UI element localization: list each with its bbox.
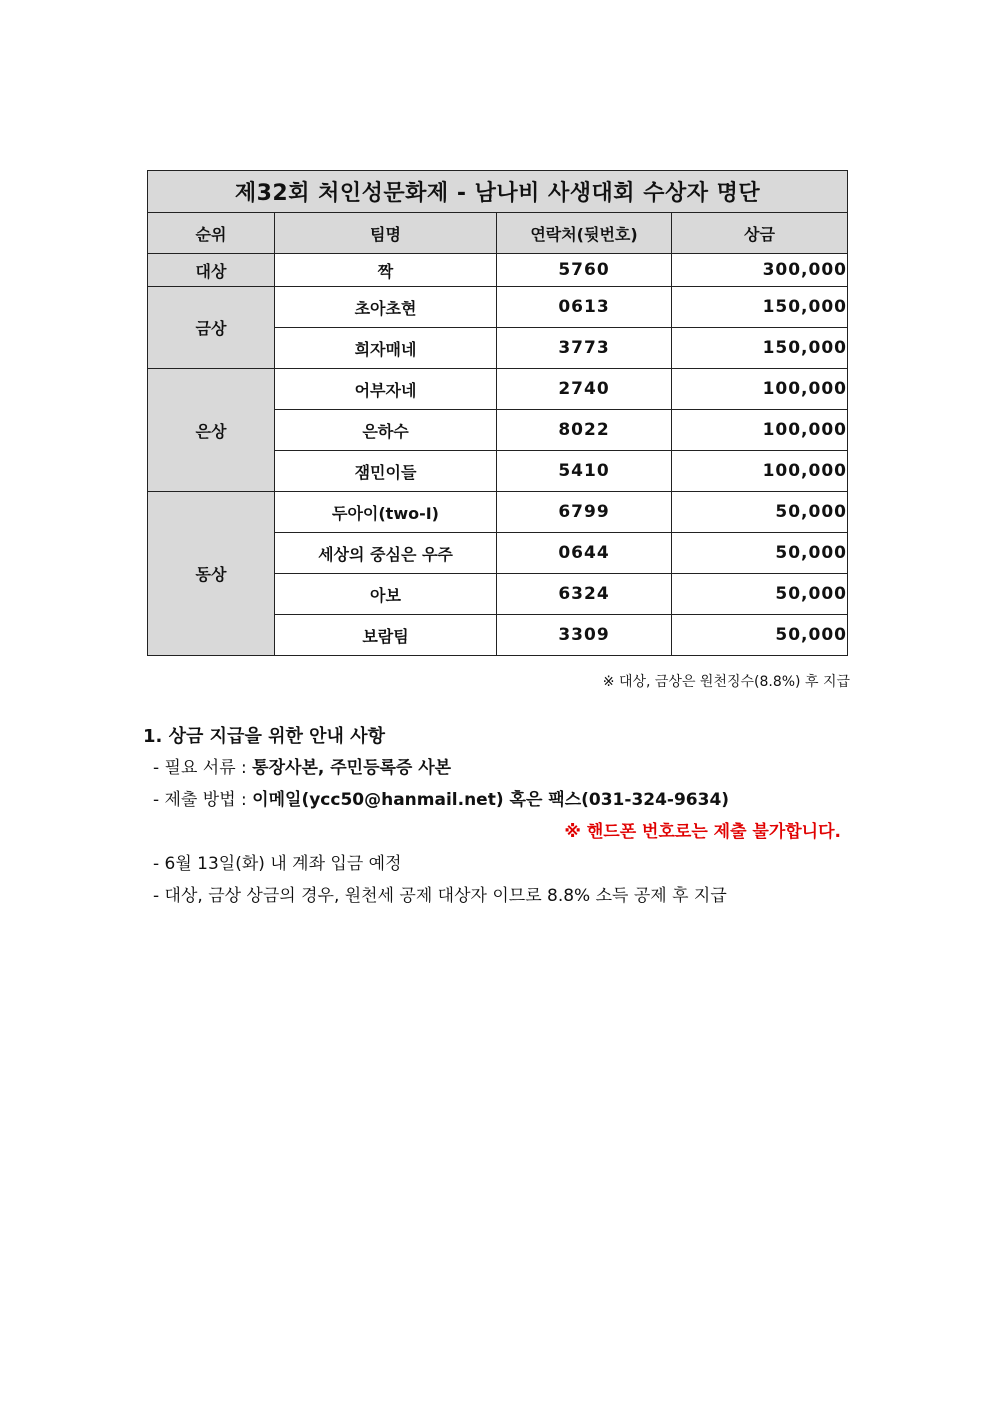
submission-method-line [143,784,863,816]
prize-amount: 150,000 [672,328,848,369]
phone-suffix: 6799 [497,492,672,533]
submission-value: 이메일(ycc50@hanmail.net) 혹은 팩스(031-324-9634) [252,790,730,810]
team-name: 어부자네 [275,369,497,410]
prize-amount: 50,000 [672,533,848,574]
phone-suffix: 6324 [497,574,672,615]
prize-amount: 50,000 [672,574,848,615]
payment-notice [143,722,863,912]
rank-silver: 은상 [148,369,275,492]
phone-suffix: 8022 [497,410,672,451]
tax-deduction-line: - 대상, 금상 상금의 경우, 원천세 공제 대상자 이므로 8.8% 소득 공제 후 지급 [153,886,727,906]
table-row [148,369,848,410]
team-name: 잼민이들 [275,451,497,492]
team-name: 은하수 [275,410,497,451]
phone-suffix: 5760 [497,254,672,287]
team-name: 희자매네 [275,328,497,369]
table-header-row [148,213,848,254]
team-name: 두아이(two-I) [275,492,497,533]
prize-amount: 150,000 [672,287,848,328]
rank-grand: 대상 [148,254,275,287]
table-row [148,287,848,328]
prize-amount: 100,000 [672,451,848,492]
phone-suffix: 0644 [497,533,672,574]
header-rank: 순위 [148,213,275,254]
header-team: 팀명 [275,213,497,254]
table-row [148,492,848,533]
table-row [148,254,848,287]
team-name: 보람팀 [275,615,497,656]
header-prize: 상금 [672,213,848,254]
phone-suffix: 3309 [497,615,672,656]
required-documents-line [143,752,863,784]
submission-label: - 제출 방법 : [153,790,253,810]
rank-bronze: 동상 [148,492,275,656]
documents-label: - 필요 서류 : [153,758,253,778]
prize-amount: 50,000 [672,615,848,656]
team-name: 초아초현 [275,287,497,328]
notice-heading: 1. 상금 지급을 위한 안내 사항 [143,726,385,747]
prize-amount: 50,000 [672,492,848,533]
deposit-schedule-line: - 6월 13일(화) 내 계좌 입금 예정 [153,854,402,874]
award-winners-table [147,170,848,656]
withholding-footnote: ※ 대상, 금상은 원천징수(8.8%) 후 지급 [602,674,850,690]
header-phone: 연락처(뒷번호) [497,213,672,254]
team-name: 아보 [275,574,497,615]
prize-amount: 100,000 [672,369,848,410]
phone-suffix: 3773 [497,328,672,369]
team-name: 세상의 중심은 우주 [275,533,497,574]
phone-suffix: 5410 [497,451,672,492]
phone-submission-warning: ※ 핸드폰 번호로는 제출 불가합니다. [564,822,841,842]
prize-amount: 300,000 [672,254,848,287]
phone-suffix: 2740 [497,369,672,410]
table-title: 제32회 처인성문화제 - 남나비 사생대회 수상자 명단 [148,171,848,213]
documents-value: 통장사본, 주민등록증 사본 [252,758,452,778]
rank-gold: 금상 [148,287,275,369]
phone-suffix: 0613 [497,287,672,328]
team-name: 짝 [275,254,497,287]
prize-amount: 100,000 [672,410,848,451]
table-title-row [148,171,848,213]
